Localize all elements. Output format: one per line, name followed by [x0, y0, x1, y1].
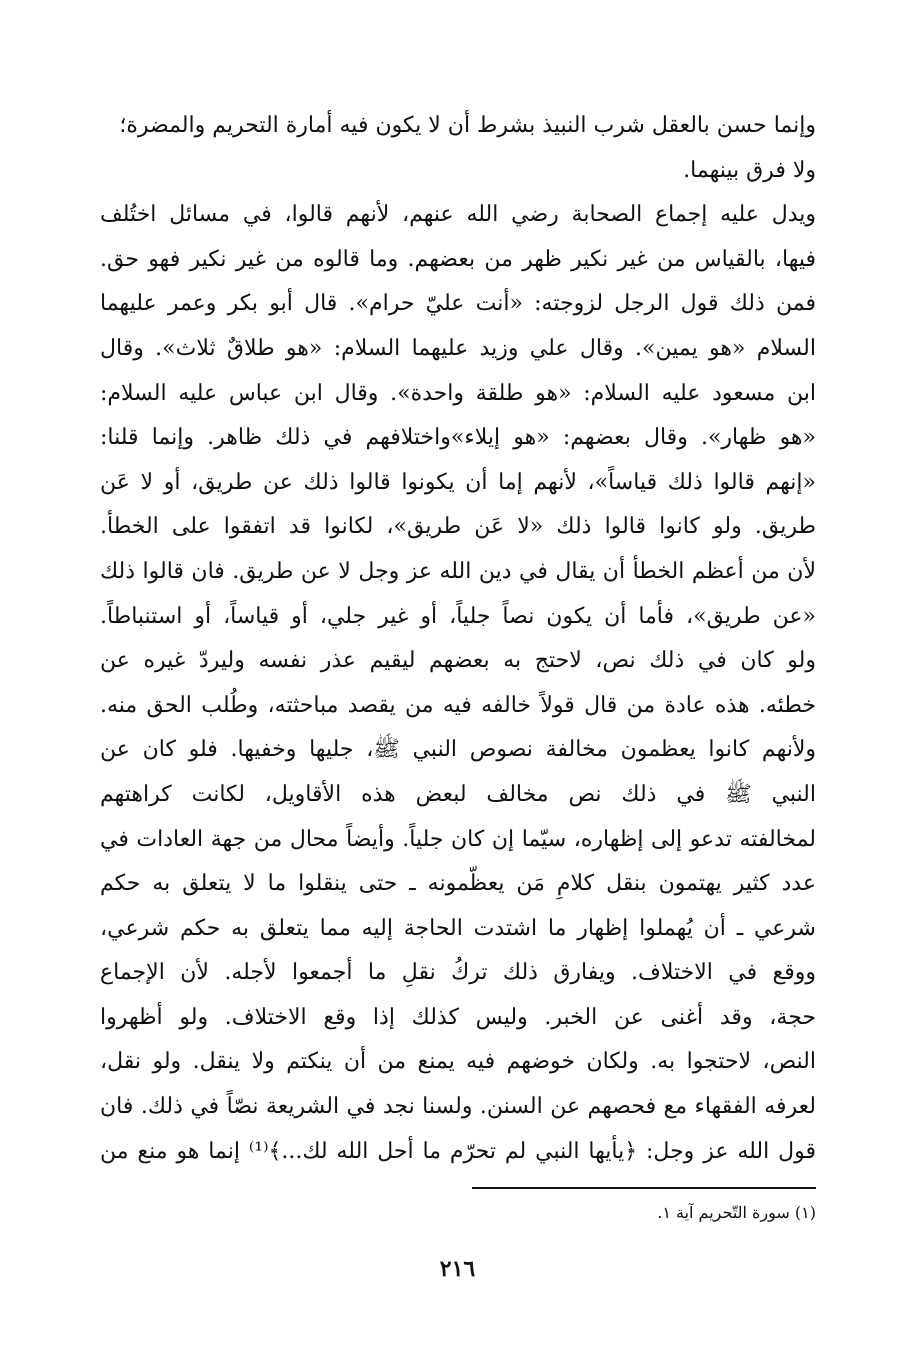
text-line: ووقع في الاختلاف. ويفارق ذلك تركُ نقلِ ما أجمعوا لأجله. لأن الإجماع [100, 960, 816, 986]
text-line: قول الله عز وجل: ﴿يأيها النبي لم تحرّم ما أحل الله لك...﴾⁽¹⁾ إنما هو منع من [100, 1138, 816, 1164]
text-line: شرعي ـ أن يُهملوا إظهار ما اشتدت الحاجة إليه مما يتعلق به حكم شرعي، [100, 915, 816, 941]
text-line: فيها، بالقياس من غير نكير ظهر من بعضهم. وما قالوه من غير نكير فهو حق. [100, 246, 816, 272]
text-line: عدد كثير يهتمون بنقل كلامِ مَن يعظّمونه ـ حتى ينقلوا ما لا يتعلق به حكم [100, 871, 816, 897]
text-line: ويدل عليه إجماع الصحابة رضي الله عنهم، لأنهم قالوا، في مسائل اختُلف [100, 202, 816, 228]
text-line: ولا فرق بينهما. [683, 157, 816, 183]
body-text [100, 104, 816, 1174]
footnote: (١) سورة التّحريم آية ١. [657, 1203, 816, 1222]
text-line: «إنهم قالوا ذلك قياساً»، لأنهم إما أن يكونوا قالوا ذلك عن طريق، أو لا عَن [100, 469, 816, 495]
footnote-divider [472, 1187, 816, 1189]
text-line: لأن من أعظم الخطأ أن يقال في دين الله عز وجل لا عن طريق. فان قالوا ذلك [100, 558, 816, 584]
page-number: ٢١٦ [439, 1256, 476, 1282]
text-line: خطئه. هذه عادة من قال قولاً خالفه فيه من يقصد مباحثته، وطُلب الحق منه. [100, 692, 816, 718]
text-line: ولأنهم كانوا يعظمون مخالفة نصوص النبي ﷺ، جليها وخفيها. فلو كان عن [100, 737, 816, 763]
text-line: وإنما حسن بالعقل شرب النبيذ بشرط أن لا يكون فيه أمارة التحريم والمضرة؛ [119, 113, 816, 138]
text-line: النبي ﷺ في ذلك نص مخالف لبعض هذه الأقاويل، لكانت كراهتهم [100, 781, 816, 807]
text-line: فمن ذلك قول الرجل لزوجته: «أنت عليّ حرام». قال أبو بكر وعمر عليهما [100, 291, 816, 317]
text-line: حجة، وقد أغنى عن الخبر. وليس كذلك إذا وقع الاختلاف. ولو أظهروا [100, 1004, 816, 1030]
text-line: لمخالفته تدعو إلى إظهاره، سيّما إن كان جلياً. وأيضاً محال من جهة العادات في [100, 826, 816, 852]
text-line: السلام «هو يمين». وقال علي وزيد عليهما السلام: «هو طلاقٌ ثلاث». وقال [100, 335, 816, 361]
text-line: ولو كان في ذلك نص، لاحتج به بعضهم ليقيم عذر نفسه وليردّ غيره عن [100, 648, 816, 674]
text-line: ابن مسعود عليه السلام: «هو طلقة واحدة». وقال ابن عباس عليه السلام: [100, 380, 816, 406]
text-line: لعرفه الفقهاء مع فحصهم عن السنن. ولسنا نجد في الشريعة نصّاً في ذلك. فان [100, 1094, 816, 1120]
text-line: طريق. ولو كانوا قالوا ذلك «لا عَن طريق»، لكانوا قد اتفقوا على الخطأ. [100, 514, 816, 540]
text-line: النص، لاحتجوا به. ولكان خوضهم فيه يمنع من أن ينكتم ولا ينقل. ولو نقل، [100, 1049, 816, 1075]
text-line: «عن طريق»، فأما أن يكون نصاً جلياً، أو غير جلي، أو قياساً، أو استنباطاً. [100, 603, 816, 629]
text-line: «هو ظهار». وقال بعضهم: «هو إيلاء»واختلافهم في ذلك ظاهر. وإنما قلنا: [100, 425, 816, 451]
